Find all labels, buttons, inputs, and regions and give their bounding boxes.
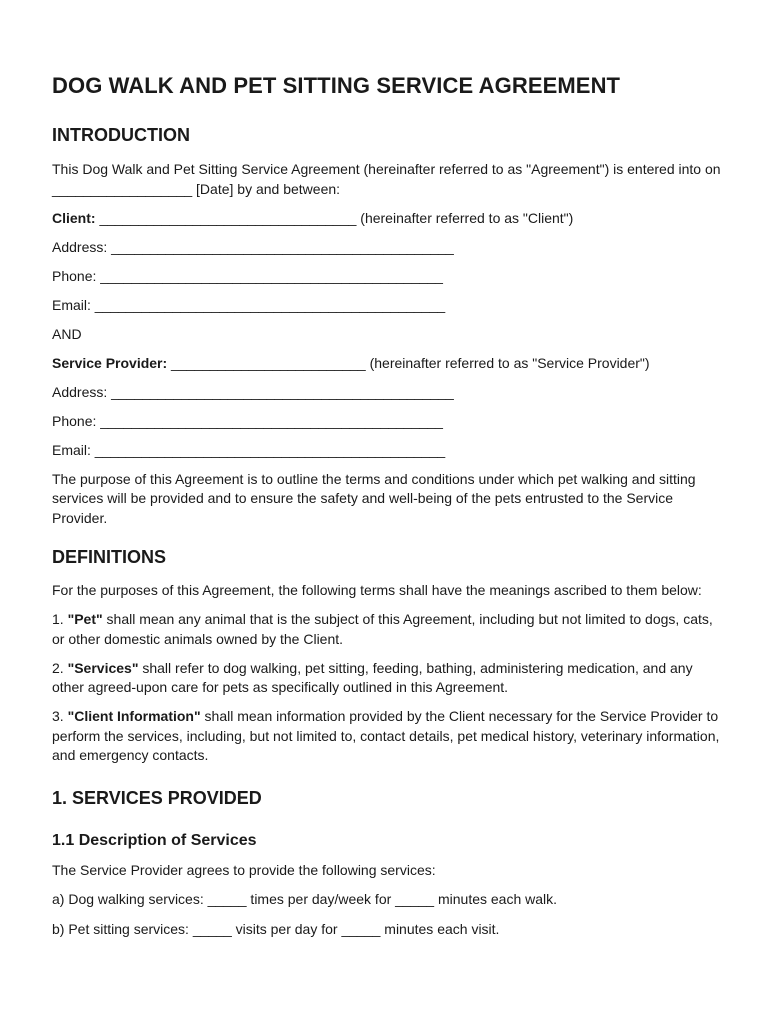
definition-number: 1. <box>52 611 68 627</box>
services-heading: 1. SERVICES PROVIDED <box>52 787 262 808</box>
definition-term: "Client Information" <box>67 708 201 724</box>
client-line-text: _________________________________ (hereinafter referred to as "Client") <box>95 209 574 226</box>
provider-line-text: _________________________ (hereinafter referred to as "Service Provider") <box>167 354 650 371</box>
provider-email-field: Email: _____________________________________________ <box>52 441 446 458</box>
definition-item <box>52 659 722 698</box>
definition-number: 2. <box>52 659 68 676</box>
definition-text: shall mean information provided by the Client necessary for the Service Provider to perform the services, including, but not limited to, contact details, pet medical history, veterinary information, and emergency contacts. <box>52 708 720 763</box>
client-address-field: Address: ____________________________________________ <box>52 238 454 255</box>
definition-term: "Services" <box>67 659 139 676</box>
introduction-heading: INTRODUCTION <box>52 125 190 145</box>
provider-line <box>52 354 722 374</box>
definition-text: shall mean any animal that is the subject of this Agreement, including but not limited to dogs, cats, or other domestic animals owned by the Client. <box>52 611 713 647</box>
definitions-intro: For the purposes of this Agreement, the following terms shall have the meanings ascribed to them below: <box>52 582 702 598</box>
definition-text: shall refer to dog walking, pet sitting, feeding, bathing, administering medication, and any other agreed-upon care for pets as specifically outlined in this Agreement. <box>52 659 693 695</box>
client-phone-field: Phone: ____________________________________________ <box>52 267 443 284</box>
purpose-paragraph: The purpose of this Agreement is to outline the terms and conditions under which pet walking and sitting services will be provided and to ensure the safety and well-being of the pets entrusted to the Service Provider. <box>52 470 696 526</box>
provider-phone-field: Phone: ____________________________________________ <box>52 412 443 429</box>
client-label: Client: <box>52 209 96 226</box>
client-line <box>52 209 722 229</box>
introduction-paragraph: This Dog Walk and Pet Sitting Service Agreement (hereinafter referred to as "Agreement") is entered into on __________________ [Date] by and between: <box>52 161 721 197</box>
document-page <box>52 70 722 939</box>
provider-address-field: Address: ____________________________________________ <box>52 383 454 400</box>
definitions-heading: DEFINITIONS <box>52 547 167 567</box>
and-separator: AND <box>52 325 82 342</box>
definition-item <box>52 707 722 766</box>
services-subheading: 1.1 Description of Services <box>52 831 257 849</box>
service-item: b) Pet sitting services: _____ visits per day for _____ minutes each visit. <box>52 920 500 937</box>
services-intro: The Service Provider agrees to provide the following services: <box>52 861 436 878</box>
definition-item <box>52 610 722 649</box>
definition-term: "Pet" <box>67 611 103 627</box>
client-email-field: Email: _____________________________________________ <box>52 296 446 313</box>
provider-label: Service Provider: <box>52 354 168 371</box>
document-title: DOG WALK AND PET SITTING SERVICE AGREEMENT <box>52 73 621 98</box>
definition-number: 3. <box>52 708 68 724</box>
service-item: a) Dog walking services: _____ times per day/week for _____ minutes each walk. <box>52 891 558 907</box>
